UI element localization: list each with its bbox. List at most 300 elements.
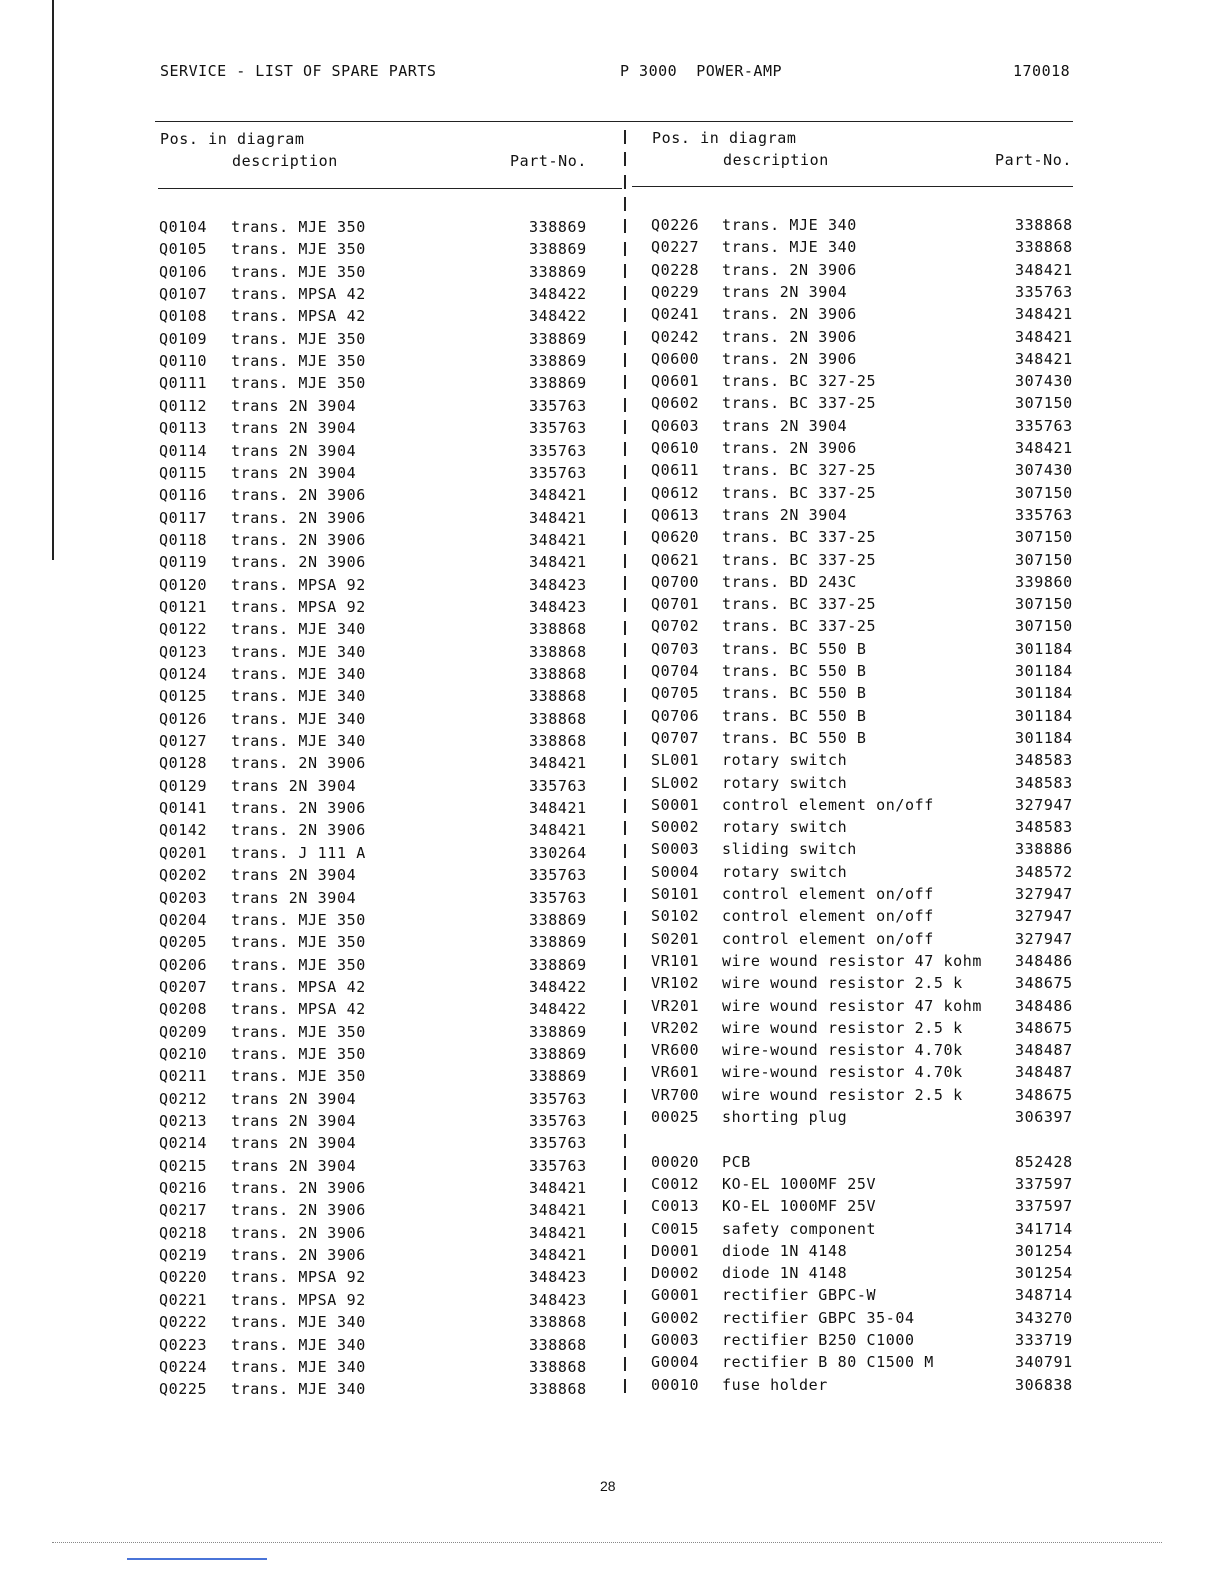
divider-segment <box>624 175 626 189</box>
cell-part: 348421 <box>1015 260 1073 279</box>
cell-part: 337597 <box>1015 1197 1073 1216</box>
cell-pos: Q0127 <box>159 732 208 751</box>
cell-part: 338869 <box>529 910 587 929</box>
divider-segment <box>624 866 626 880</box>
divider-segment <box>624 710 626 724</box>
divider-segment <box>624 442 626 456</box>
cell-desc: trans. BC 550 B <box>722 684 867 703</box>
cell-desc: trans. MJE 340 <box>231 1380 366 1399</box>
cell-desc: sliding switch <box>722 840 857 859</box>
divider-segment <box>624 1200 626 1214</box>
cell-pos: Q0219 <box>159 1246 208 1265</box>
cell-pos: Q0703 <box>651 639 700 658</box>
page-left-edge-line <box>52 0 54 560</box>
cell-pos: Q0123 <box>159 642 208 661</box>
cell-part: 335763 <box>1015 282 1073 301</box>
cell-desc: trans. MJE 350 <box>231 933 366 952</box>
cell-part: 348421 <box>529 1179 587 1198</box>
cell-part: 335763 <box>529 866 587 885</box>
cell-pos: Q0223 <box>159 1335 208 1354</box>
cell-pos: Q0202 <box>159 866 208 885</box>
cell-desc: trans. MJE 350 <box>231 262 366 281</box>
cell-desc: trans. 2N 3906 <box>231 799 366 818</box>
cell-desc: trans. 2N 3906 <box>231 486 366 505</box>
cell-part: 307150 <box>1015 617 1073 636</box>
cell-desc: trans 2N 3904 <box>231 1156 357 1175</box>
cell-desc: trans 2N 3904 <box>231 888 357 907</box>
divider-segment <box>624 487 626 501</box>
cell-part: 335763 <box>1015 505 1073 524</box>
cell-pos: Q0218 <box>159 1223 208 1242</box>
cell-desc: trans. MJE 340 <box>722 216 857 234</box>
cell-pos: S0002 <box>651 818 700 837</box>
cell-part: 348421 <box>1015 349 1073 368</box>
cell-pos: S0001 <box>651 795 700 814</box>
divider-segment <box>624 1379 626 1393</box>
divider-segment <box>624 732 626 746</box>
cell-pos: Q0704 <box>651 662 700 680</box>
cell-desc: rotary switch <box>722 751 848 770</box>
bottom-dotted-rule <box>52 1542 1162 1544</box>
cell-desc: rectifier B 80 C1500 M <box>722 1353 934 1372</box>
cell-pos: Q0706 <box>651 706 700 725</box>
cell-desc: wire wound resistor 2.5 k <box>722 1085 963 1104</box>
cell-pos: Q0204 <box>159 910 208 929</box>
divider-segment <box>624 242 626 256</box>
cell-desc: trans 2N 3904 <box>231 1089 357 1108</box>
cell-desc: trans. MPSA 92 <box>231 1290 366 1309</box>
cell-part: 348421 <box>1015 327 1073 346</box>
divider-segment <box>624 1134 626 1148</box>
cell-pos: Q0702 <box>651 617 700 636</box>
cell-desc: trans. 2N 3906 <box>722 327 857 346</box>
cell-pos: Q0220 <box>159 1268 208 1287</box>
bottom-blue-mark <box>127 1558 267 1560</box>
cell-desc: trans. MPSA 92 <box>231 575 366 594</box>
cell-part: 337597 <box>1015 1174 1073 1193</box>
cell-part: 338869 <box>529 1044 587 1063</box>
divider-segment <box>624 688 626 702</box>
cell-part: 301184 <box>1015 728 1073 747</box>
cell-desc: trans. MJE 340 <box>722 238 857 257</box>
cell-part: 307150 <box>1015 394 1073 413</box>
cell-desc: control element on/off <box>722 929 934 948</box>
cell-part: 348421 <box>1015 439 1073 457</box>
cell-part: 348422 <box>529 1000 587 1019</box>
cell-part: 338869 <box>529 1022 587 1041</box>
cell-desc: wire wound resistor 47 kohm <box>722 996 983 1015</box>
cell-desc: trans 2N 3904 <box>231 776 357 795</box>
cell-pos: Q0119 <box>159 553 208 572</box>
cell-part: 348675 <box>1015 1018 1073 1037</box>
cell-desc: control element on/off <box>722 885 934 903</box>
cell-desc: trans. BC 550 B <box>722 639 867 658</box>
cell-part: 348421 <box>529 508 587 527</box>
cell-pos: Q0108 <box>159 307 208 326</box>
cell-part: 338869 <box>529 352 587 371</box>
cell-pos: VR600 <box>651 1041 700 1060</box>
divider-segment <box>624 911 626 925</box>
cell-pos: C0013 <box>651 1197 700 1216</box>
cell-pos: G0002 <box>651 1308 700 1327</box>
cell-part: 335763 <box>529 1156 587 1175</box>
cell-part: 335763 <box>529 419 587 438</box>
cell-desc: trans. 2N 3906 <box>722 305 857 324</box>
cell-pos: Q0113 <box>159 419 208 438</box>
cell-part: 306838 <box>1015 1375 1073 1394</box>
cell-pos: G0004 <box>651 1353 700 1372</box>
cell-part: 348423 <box>529 575 587 594</box>
cell-desc: rectifier GBPC-W <box>722 1286 877 1305</box>
cell-desc: trans. MJE 350 <box>231 955 366 974</box>
cell-pos: D0002 <box>651 1264 700 1283</box>
cell-desc: trans. BC 337-25 <box>722 483 877 502</box>
cell-pos: Q0221 <box>159 1290 208 1309</box>
page-number: 28 <box>600 1478 616 1494</box>
cell-pos: Q0216 <box>159 1179 208 1198</box>
cell-desc: trans. MJE 350 <box>231 910 366 929</box>
cell-part: 338868 <box>1015 216 1073 234</box>
cell-desc: trans. MPSA 92 <box>231 597 366 616</box>
cell-pos: S0003 <box>651 840 700 859</box>
cell-desc: trans. BC 550 B <box>722 706 867 725</box>
divider-segment <box>624 621 626 635</box>
cell-desc: diode 1N 4148 <box>722 1241 848 1260</box>
cell-desc: trans. MJE 340 <box>231 732 366 751</box>
cell-pos: VR601 <box>651 1063 700 1082</box>
divider-segment <box>624 754 626 768</box>
cell-part: 327947 <box>1015 929 1073 948</box>
cell-part: 338869 <box>529 240 587 259</box>
cell-desc: rotary switch <box>722 862 848 881</box>
cell-pos: Q0210 <box>159 1044 208 1063</box>
cell-desc: wire wound resistor 2.5 k <box>722 974 963 993</box>
cell-pos: Q0224 <box>159 1357 208 1376</box>
cell-pos: Q0242 <box>651 327 700 346</box>
divider-segment <box>624 1000 626 1014</box>
divider-segment <box>624 888 626 902</box>
cell-desc: trans. MJE 340 <box>231 687 366 706</box>
cell-part: 307150 <box>1015 528 1073 547</box>
cell-desc: trans. 2N 3906 <box>231 553 366 572</box>
cell-pos: Q0205 <box>159 933 208 952</box>
cell-desc: trans. MJE 340 <box>231 1313 366 1332</box>
cell-desc: trans. MJE 350 <box>231 352 366 371</box>
divider-segment <box>624 1334 626 1348</box>
cell-desc: trans. BC 327-25 <box>722 461 877 480</box>
cell-part: 338869 <box>529 933 587 952</box>
cell-part: 339860 <box>1015 572 1073 591</box>
cell-part: 335763 <box>529 463 587 482</box>
divider-segment <box>624 286 626 300</box>
cell-pos: Q0701 <box>651 595 700 614</box>
cell-pos: Q0612 <box>651 483 700 502</box>
cell-part: 348421 <box>529 821 587 840</box>
cell-desc: trans 2N 3904 <box>231 441 357 460</box>
divider-segment <box>624 331 626 345</box>
cell-part: 348583 <box>1015 773 1073 792</box>
cell-part: 335763 <box>529 441 587 460</box>
cell-desc: rotary switch <box>722 773 848 792</box>
divider-segment <box>624 933 626 947</box>
cell-pos: SL001 <box>651 751 700 770</box>
cell-desc: trans. MPSA 42 <box>231 285 366 304</box>
divider-segment <box>624 1357 626 1371</box>
cell-part: 335763 <box>529 1089 587 1108</box>
divider-segment <box>624 977 626 991</box>
divider-segment <box>624 219 626 233</box>
cell-desc: trans. MPSA 42 <box>231 1000 366 1019</box>
cell-pos: Q0141 <box>159 799 208 818</box>
divider-segment <box>624 821 626 835</box>
left-header-rule <box>158 188 622 189</box>
cell-pos: VR201 <box>651 996 700 1015</box>
cell-desc: diode 1N 4148 <box>722 1264 848 1283</box>
cell-desc: trans. MJE 340 <box>231 1335 366 1354</box>
cell-desc: trans. MJE 350 <box>231 240 366 259</box>
cell-part: 327947 <box>1015 885 1073 903</box>
cell-desc: control element on/off <box>722 907 934 926</box>
right-desc-header: description <box>723 151 829 169</box>
cell-pos: Q0222 <box>159 1313 208 1332</box>
cell-desc: trans 2N 3904 <box>231 1112 357 1130</box>
cell-desc: trans. 2N 3906 <box>231 754 366 773</box>
cell-pos: Q0601 <box>651 372 700 391</box>
cell-desc: trans. BC 337-25 <box>722 617 877 636</box>
cell-part: 327947 <box>1015 907 1073 926</box>
divider-segment <box>624 1312 626 1326</box>
left-desc-header: description <box>232 152 338 170</box>
cell-part: 327947 <box>1015 795 1073 814</box>
cell-desc: trans 2N 3904 <box>722 282 848 301</box>
cell-part: 348486 <box>1015 996 1073 1015</box>
cell-pos: Q0129 <box>159 776 208 795</box>
cell-desc: trans. BD 243C <box>722 572 857 591</box>
divider-segment <box>624 420 626 434</box>
cell-desc: trans. MJE 350 <box>231 1022 366 1041</box>
cell-desc: trans. MJE 350 <box>231 374 366 393</box>
cell-desc: trans 2N 3904 <box>231 1134 357 1153</box>
cell-desc: trans. MPSA 42 <box>231 307 366 326</box>
cell-part: 338868 <box>529 732 587 751</box>
cell-pos: Q0104 <box>159 218 208 236</box>
divider-segment <box>624 1245 626 1259</box>
divider-segment <box>624 1178 626 1192</box>
cell-desc: trans 2N 3904 <box>722 505 848 524</box>
cell-part: 335763 <box>529 776 587 795</box>
cell-desc: trans. MJE 350 <box>231 1067 366 1086</box>
cell-desc: trans. MJE 340 <box>231 665 366 683</box>
document-number: 170018 <box>1013 62 1071 80</box>
cell-pos: Q0600 <box>651 349 700 368</box>
cell-pos: Q0124 <box>159 665 208 683</box>
cell-part: 338869 <box>529 374 587 393</box>
divider-segment <box>624 465 626 479</box>
cell-desc: trans. 2N 3906 <box>231 1246 366 1265</box>
cell-pos: Q0118 <box>159 530 208 549</box>
cell-part: 348423 <box>529 1268 587 1287</box>
cell-part: 307150 <box>1015 483 1073 502</box>
cell-pos: Q0125 <box>159 687 208 706</box>
cell-pos: 00020 <box>651 1152 700 1171</box>
cell-pos: Q0229 <box>651 282 700 301</box>
cell-part: 852428 <box>1015 1152 1073 1171</box>
divider-segment <box>624 398 626 412</box>
divider-segment <box>624 531 626 545</box>
cell-pos: Q0611 <box>651 461 700 480</box>
divider-segment <box>624 643 626 657</box>
cell-desc: trans. 2N 3906 <box>231 530 366 549</box>
cell-desc: trans. 2N 3906 <box>231 1201 366 1220</box>
cell-desc: trans. 2N 3906 <box>231 508 366 527</box>
cell-part: 348423 <box>529 597 587 616</box>
cell-pos: Q0228 <box>651 260 700 279</box>
cell-part: 335763 <box>1015 416 1073 435</box>
cell-desc: shorting plug <box>722 1108 848 1126</box>
document-title: SERVICE - LIST OF SPARE PARTS <box>160 62 437 80</box>
divider-segment <box>624 353 626 367</box>
cell-pos: VR102 <box>651 974 700 993</box>
cell-pos: Q0209 <box>159 1022 208 1041</box>
cell-pos: Q0109 <box>159 329 208 348</box>
cell-pos: D0001 <box>651 1241 700 1260</box>
cell-desc: trans. MPSA 42 <box>231 977 366 996</box>
cell-desc: trans. BC 327-25 <box>722 372 877 391</box>
cell-pos: S0102 <box>651 907 700 926</box>
cell-desc: KO-EL 1000MF 25V <box>722 1197 877 1216</box>
cell-desc: trans. 2N 3906 <box>231 821 366 840</box>
cell-desc: trans. MJE 340 <box>231 709 366 728</box>
cell-pos: 00025 <box>651 1108 700 1126</box>
cell-desc: trans. 2N 3906 <box>231 1179 366 1198</box>
cell-part: 340791 <box>1015 1353 1073 1372</box>
cell-part: 338868 <box>529 687 587 706</box>
cell-part: 343270 <box>1015 1308 1073 1327</box>
divider-segment <box>624 197 626 211</box>
cell-part: 338868 <box>529 1313 587 1332</box>
cell-pos: Q0106 <box>159 262 208 281</box>
divider-segment <box>624 554 626 568</box>
cell-pos: Q0206 <box>159 955 208 974</box>
cell-pos: Q0621 <box>651 550 700 569</box>
cell-desc: trans. BC 550 B <box>722 728 867 747</box>
cell-desc: trans. BC 337-25 <box>722 394 877 413</box>
divider-segment <box>624 844 626 858</box>
divider-segment <box>624 308 626 322</box>
cell-part: 335763 <box>529 1112 587 1130</box>
divider-segment <box>624 1223 626 1237</box>
cell-part: 348675 <box>1015 974 1073 993</box>
cell-pos: S0101 <box>651 885 700 903</box>
cell-pos: Q0603 <box>651 416 700 435</box>
cell-pos: Q0241 <box>651 305 700 324</box>
cell-part: 301184 <box>1015 662 1073 680</box>
cell-pos: Q0120 <box>159 575 208 594</box>
cell-desc: wire wound resistor 2.5 k <box>722 1018 963 1037</box>
cell-pos: Q0213 <box>159 1112 208 1130</box>
cell-part: 341714 <box>1015 1219 1073 1238</box>
left-part-header: Part-No. <box>510 152 588 170</box>
cell-pos: S0004 <box>651 862 700 881</box>
divider-segment <box>624 598 626 612</box>
divider-segment <box>624 152 626 166</box>
cell-pos: Q0117 <box>159 508 208 527</box>
cell-part: 333719 <box>1015 1331 1073 1349</box>
divider-segment <box>624 1089 626 1103</box>
cell-pos: Q0705 <box>651 684 700 703</box>
cell-part: 348486 <box>1015 951 1073 970</box>
divider-segment <box>624 509 626 523</box>
cell-desc: KO-EL 1000MF 25V <box>722 1174 877 1193</box>
cell-pos: Q0613 <box>651 505 700 524</box>
cell-part: 301184 <box>1015 684 1073 703</box>
cell-part: 335763 <box>529 1134 587 1153</box>
cell-part: 348422 <box>529 285 587 304</box>
cell-part: 348421 <box>529 553 587 572</box>
cell-desc: fuse holder <box>722 1375 828 1394</box>
cell-part: 307150 <box>1015 550 1073 569</box>
cell-desc: rectifier B250 C1000 <box>722 1331 915 1349</box>
cell-pos: Q0126 <box>159 709 208 728</box>
cell-pos: SL002 <box>651 773 700 792</box>
cell-desc: trans 2N 3904 <box>231 419 357 438</box>
cell-desc: trans. MJE 350 <box>231 1044 366 1063</box>
cell-pos: Q0105 <box>159 240 208 259</box>
cell-pos: Q0700 <box>651 572 700 591</box>
cell-part: 338869 <box>529 329 587 348</box>
cell-part: 348487 <box>1015 1063 1073 1082</box>
cell-desc: rotary switch <box>722 818 848 837</box>
left-pos-header: Pos. in diagram <box>160 130 305 148</box>
model-name: P 3000 POWER-AMP <box>620 62 783 80</box>
cell-desc: rectifier GBPC 35-04 <box>722 1308 915 1327</box>
cell-part: 348487 <box>1015 1041 1073 1060</box>
cell-part: 338869 <box>529 218 587 236</box>
cell-part: 338868 <box>529 665 587 683</box>
cell-desc: trans. BC 337-25 <box>722 528 877 547</box>
cell-part: 307430 <box>1015 461 1073 480</box>
cell-pos: Q0142 <box>159 821 208 840</box>
cell-pos: Q0114 <box>159 441 208 460</box>
cell-part: 338868 <box>529 642 587 661</box>
cell-pos: Q0208 <box>159 1000 208 1019</box>
cell-pos: Q0227 <box>651 238 700 257</box>
divider-segment <box>624 1044 626 1058</box>
cell-pos: C0012 <box>651 1174 700 1193</box>
divider-segment <box>624 665 626 679</box>
divider-segment <box>624 1111 626 1125</box>
cell-desc: trans. J 111 A <box>231 843 366 862</box>
cell-desc: trans. 2N 3906 <box>231 1223 366 1242</box>
cell-desc: trans. MJE 340 <box>231 1357 366 1376</box>
cell-pos: Q0116 <box>159 486 208 505</box>
cell-pos: C0015 <box>651 1219 700 1238</box>
cell-desc: trans. 2N 3906 <box>722 260 857 279</box>
cell-part: 348583 <box>1015 818 1073 837</box>
divider-segment <box>624 1022 626 1036</box>
cell-part: 307430 <box>1015 372 1073 391</box>
divider-segment <box>624 1267 626 1281</box>
divider-segment <box>624 777 626 791</box>
cell-desc: PCB <box>722 1152 751 1171</box>
cell-pos: Q0214 <box>159 1134 208 1153</box>
cell-pos: Q0610 <box>651 439 700 457</box>
cell-part: 335763 <box>529 888 587 907</box>
table-top-rule <box>155 121 1073 122</box>
cell-part: 348675 <box>1015 1085 1073 1104</box>
cell-pos: Q0111 <box>159 374 208 393</box>
cell-part: 348421 <box>1015 305 1073 324</box>
